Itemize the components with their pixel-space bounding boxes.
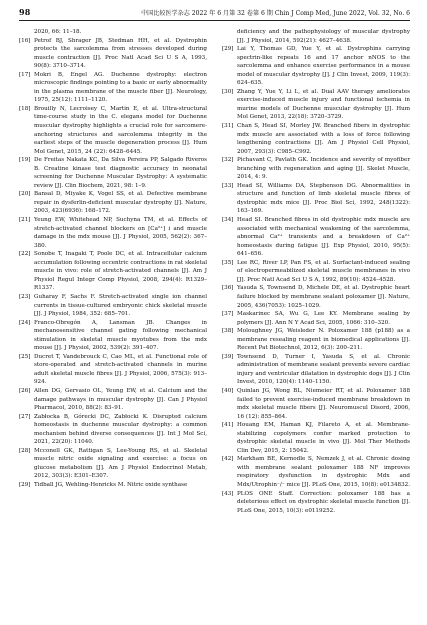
reference-number: [32] xyxy=(222,157,234,164)
journal-citation-line: 中国比较医学杂志 2022 年 6 月第 32 卷第 6 期 Chin J Comp Med, June 2022, Vol. 32, No. 6 xyxy=(141,10,410,17)
reference-number: [28] xyxy=(19,447,31,454)
reference-entry xyxy=(19,156,207,190)
reference-entry xyxy=(19,353,207,387)
reference-number: [38] xyxy=(222,328,234,335)
reference-entry xyxy=(19,71,207,105)
reference-number: [33] xyxy=(222,182,234,189)
reference-text: Markham BE, Kernodle S, Nemzek J, et al. Chronic dosing with membrane sealant poloxamer 188 NF improves respiratory dysfunction in dystrophic Mdx and Mdx/Utrophin⁻/⁻ mice [J]. PLoS One, 2015, 10(8): e0134832. xyxy=(237,456,410,488)
reference-number: [21] xyxy=(19,217,31,224)
reference-entry xyxy=(222,490,410,516)
reference-entry xyxy=(222,421,410,455)
reference-number: [41] xyxy=(222,422,234,429)
reference-text: Zhang Y, Yue Y, Li L, et al. Dual AAV therapy ameliorates exercise-induced muscle injury and functional ischemia in murine models of Duchenne muscular dystrophy [J]. Hum Mol Genet, 2013, 22(18): 3720–3729. xyxy=(237,88,410,121)
reference-number: [25] xyxy=(19,353,31,360)
reference-entry xyxy=(19,293,207,319)
reference-entry xyxy=(19,447,207,481)
reference-entry xyxy=(222,310,410,327)
reference-text: Chan S, Head SI, Morley JW. Branched fibers in dystrophic mdx muscle are associated with a loss of force following lengthening contractions [J]. Am J Physiol Cell Physiol, 2007, 293(3): C985–C992. xyxy=(237,123,410,155)
reference-entry xyxy=(222,216,410,259)
reference-text: Brouilly N, Lecroisey C, Martin E, et al. Ultra-structural time-course study in the C. elegans model for Duchenne muscular dystrophy highlights a crucial role for sarcomere-anchoring structures and sarcolemma integrity in the earliest steps of the muscle degeneration process [J]. Hum Mol Genet, 2015, 24 (22): 6428–6445. xyxy=(34,105,207,155)
reference-text: Yasuda S, Townsend D, Michele DE, et al. Dystrophic heart failure blocked by membrane sealant poloxamer [J]. Nature, 2005, 436(7053): 1025–1029. xyxy=(237,285,410,309)
reference-number: [16] xyxy=(19,37,31,44)
reference-entry xyxy=(19,319,207,353)
reference-entry xyxy=(222,88,410,122)
reference-number: [27] xyxy=(19,413,31,420)
reference-columns xyxy=(19,28,410,515)
reference-text: Quinlan JG, Wong BL, Niemeier RT, et al. Poloxamer 188 failed to prevent exercise-induced membrane breakdown in mdx skeletal muscle fibers [J]. Neuromuscul Disord, 2006, 16 (12): 855–864. xyxy=(237,387,410,420)
reference-text: Mokri B, Engel AG. Duchenne dystrophy: electron microscopic findings pointing to a basic or early abnormality in the plasma membrane of the muscle fiber [J]. Neurology, 1975, 25(12): 1111–1120. xyxy=(34,71,207,104)
reference-entry xyxy=(222,122,410,156)
reference-entry xyxy=(222,259,410,285)
reference-text: Petrof BJ, Shrager JB, Stedman HH, et al. Dystrophin protects the sarcolemma from stresses developed during muscle contraction [J]. Proc Natl Acad Sci U S A, 1993, 90(8): 3710–3714. xyxy=(34,37,207,70)
reference-text: Mcconell GK, Rattigan S, Lee-Young RS, et al. Skeletal muscle nitric oxide signaling and exercise: a focus on glucose metabolism [J]. Am J Physiol Endocrinol Metab, 2012, 303(3): E301–E307. xyxy=(34,447,207,480)
reference-continuation: deficiency and the pathophysiology of muscular dystrophy [J]. J Physiol, 2014, 592(21): 4627–4638. xyxy=(237,29,410,44)
reference-text: Lee RC, River LP, Pan FS, et al. Surfactant-induced sealing of electropermeabilized skeletal muscle membranes in vivo [J]. Proc Natl Acad Sci U S A, 1992, 89(10): 4524–4528. xyxy=(237,259,410,283)
reference-number: [23] xyxy=(19,293,31,300)
reference-number: [29] xyxy=(19,481,31,488)
reference-text: Pichavant C, Pavlath GK. Incidence and severity of myofiber branching with regeneration and aging [J]. Skelet Muscle, 2014, 4: 9. xyxy=(237,157,410,181)
reference-entry xyxy=(222,182,410,216)
reference-number: [36] xyxy=(222,285,234,292)
reference-entry xyxy=(19,105,207,156)
reference-entry xyxy=(222,455,410,489)
reference-number: [20] xyxy=(19,191,31,198)
reference-entry xyxy=(19,387,207,413)
reference-number: [34] xyxy=(222,217,234,224)
reference-entry xyxy=(19,250,207,293)
reference-number: [42] xyxy=(222,456,234,463)
reference-number: [37] xyxy=(222,311,234,318)
reference-number: [35] xyxy=(222,259,234,266)
reference-text: Lai Y, Thomas GD, Yue Y, et al. Dystrophins carrying spectrin-like repeats 16 and 17 anchor nNOS to the sarcolemma and enhance exercise performance in a mouse model of muscular dystrophy [J]. J Clin Invest, 2009, 119(3): 624–635. xyxy=(237,46,410,87)
running-header xyxy=(19,7,410,21)
reference-number: [29] xyxy=(222,46,234,53)
reference-number: [39] xyxy=(222,353,234,360)
reference-text: Moloughney JG, Weisleder N. Poloxamer 188 (p188) as a membrane resealing reagent in biomedical applications [J]. Recent Pat Biotechnol, 2012, 6(3): 200–211. xyxy=(237,328,410,352)
reference-text: Head SI. Branched fibres in old dystrophic mdx muscle are associated with mechanical weakening of the sarcolemma, abnormal Ca²⁺ transients and a breakdown of Ca²⁺ homeostasis during fatigue [J]. Exp Physiol, 2010, 95(5): 641–656. xyxy=(237,217,410,258)
right-column xyxy=(222,28,410,515)
reference-number: [18] xyxy=(19,105,31,112)
reference-text: Bansal D, Miyake K, Vogel SS, et al. Defective membrane repair in dysferlin-deficient muscular dystrophy [J]. Nature, 2003, 423(6936): 168–172. xyxy=(34,191,207,215)
reference-text: Franco-Obregón A, Lansman JB. Changes in mechanosensitive channel gating following mechanical stimulation in skeletal muscle myotubes from the mdx mouse [J]. J Physiol, 2002, 539(2): 391–407. xyxy=(34,319,207,352)
reference-text: Ducret T, Vandebrouck C, Cao ML, et al. Functional role of store-operated and stretch-activated channels in murine adult skeletal muscle fibres [J]. J Physiol, 2006, 575(3): 913–924. xyxy=(34,353,207,386)
reference-text: PLOS ONE Staff. Correction: poloxamer 188 has a deleterious effect on dystrophic skeletal muscle function [J]. PLoS One, 2015, 10(3): e0119252. xyxy=(237,490,410,514)
reference-number: [19] xyxy=(19,157,31,164)
reference-text: Townsend D, Turner I, Yasuda S, et al. Chronic administration of membrane sealant prevents severe cardiac injury and ventricular dilatation in dystrophic dogs [J]. J Clin Invest, 2010, 120(4): 1140–1150. xyxy=(237,353,410,386)
reference-number: [40] xyxy=(222,387,234,394)
reference-text: Guharay F, Sachs F. Stretch-activated single ion channel currents in tissue-cultured embryonic chick skeletal muscle [J]. J Physiol, 1984, 352: 685–701. xyxy=(34,293,207,318)
reference-number: [26] xyxy=(19,387,31,394)
reference-entry xyxy=(19,216,207,250)
reference-text: Sonobe T, Inagaki T, Poole DC, et al. Intracellular calcium accumulation following eccentric contractions in rat skeletal muscle in vivo: role of stretch-activated channels [J]. Am J Physiol Regul Integr Comp Physiol, 2008, 294(4): R1329–R1337. xyxy=(34,251,207,292)
reference-entry xyxy=(222,353,410,387)
reference-text: Maskarinec SA, Wu G, Lee KY. Membrane sealing by polymers [J]. Ann N Y Acad Sci, 2005, 1066: 310–320. xyxy=(237,311,410,326)
reference-entry xyxy=(19,37,207,71)
reference-continuation: 2020, 66: 11–18. xyxy=(34,29,82,35)
left-column xyxy=(19,28,207,515)
reference-text: De Freitas Nakata KC, Da Silva Pereira PP, Salgado Riveros B. Creatine kinase test diagnostic accuracy in neonatal screening for Duchenne Muscular Dystrophy: A systematic review [J]. Clin Biochem, 2021, 98: 1–9. xyxy=(34,157,207,189)
reference-text: Head SI, Williams DA, Stephenson DG. Abnormalities in structure and function of limb skeletal muscle fibres of dystrophic mdx mice [J]. Proc Biol Sci, 1992, 248(1322): 163–169. xyxy=(237,182,410,215)
reference-entry xyxy=(222,327,410,353)
reference-text: Yeung EW, Whitehead NP, Suchyna TM, et al. Effects of stretch-activated channel blockers on [Ca²⁺] i and muscle damage in the mdx mouse [J]. J Physiol, 2005, 562(2): 367–380. xyxy=(34,217,207,249)
reference-entry xyxy=(222,284,410,310)
reference-entry xyxy=(19,413,207,447)
reference-entry xyxy=(19,481,207,490)
reference-number: [30] xyxy=(222,88,234,95)
reference-number: [31] xyxy=(222,123,234,130)
reference-entry xyxy=(222,45,410,88)
reference-number: [24] xyxy=(19,319,31,326)
reference-entry xyxy=(222,156,410,182)
reference-text: Houang EM, Haman KJ, Filareto A, et al. Membrane-stabilizing copolymers confer marked protection to dystrophic skeletal muscle in vivo [J]. Mol Ther Methods Clin Dev, 2015, 2: 15042. xyxy=(237,422,410,454)
reference-text: Zabłocka B, Górecki DC, Zabłocki K. Disrupted calcium homeostasis in duchenne muscular dystrophy: a common mechanism behind diverse consequences [J]. Int J Mol Sci, 2021, 22(20): 11040. xyxy=(34,413,207,446)
reference-entry xyxy=(19,190,207,216)
reference-number: [17] xyxy=(19,71,31,78)
reference-text: Allen DG, Gervasio OL, Yeung EW, et al. Calcium and the damage pathways in muscular dystrophy [J]. Can J Physiol Pharmacol, 2010, 88(2): 83–91. xyxy=(34,387,207,412)
reference-entry xyxy=(222,387,410,421)
reference-number: [43] xyxy=(222,490,234,497)
reference-text: Tidball JG, Wehling-Henricks M. Nitric oxide synthase xyxy=(34,481,188,488)
reference-number: [22] xyxy=(19,251,31,258)
page-number: 98 xyxy=(19,7,31,17)
